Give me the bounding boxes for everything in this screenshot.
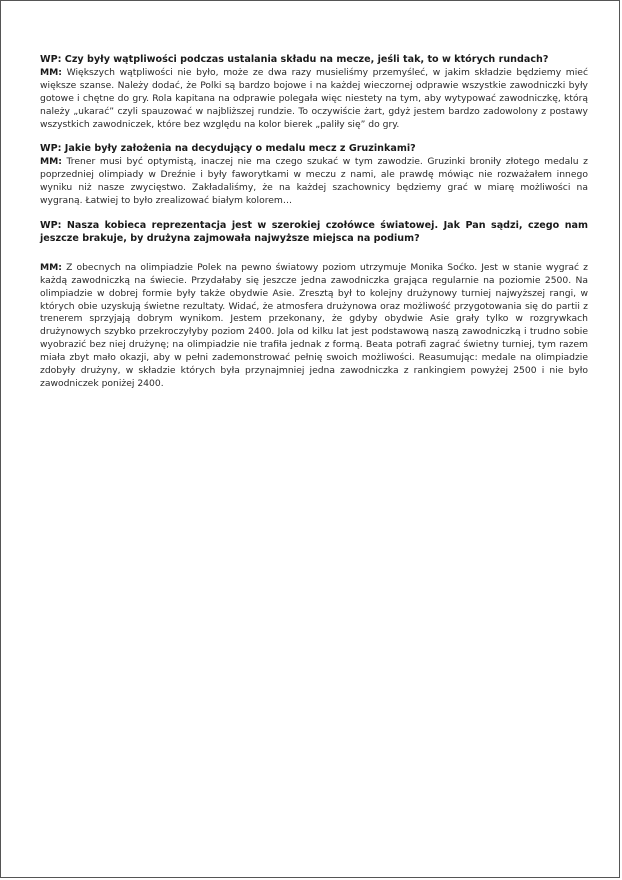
answer-text: Z obecnych na olimpiadzie Polek na pewno światowy poziom utrzymuje Monika Soćko. Jest w stanie wygrać z każdą zawodniczką na świecie. Przydałaby się jeszcze jedna zawodniczka grająca regularnie na poziomie 2500. Na olimpiadzie w dobrej formie były także obydwie Asie. Zresztą był to kolejny drużynowy turniej najwyższej rangi, w których obie uzyskują świetne rezultaty. Widać, że atmosfera drużynowa oraz możliwość przygotowania się do partii z trenerem sprzyjają dobrym wynikom. Jestem przekonany, że gdyby obydwie Asie grały tylko w rozgrywkach drużynowych szybko przekroczyłyby poziom 2400. Jola od kilku lat jest podstawową naszą zawodniczką i trudno sobie wyobrazić bez niej drużynę; na olimpiadzie nie trafiła jednak z formą. Beata potrafi zagrać świetny turniej, tym razem miała zbyt mało okazji, aby w pełni zademonstrować pełnię swoich możliwości. Reasumując: medale na olimpiadzie zdobyły drużyny, w składzie których była przynajmniej jedna zawodniczka z rankingiem powyżej 2500 i nie było zawodniczek poniżej 2400. [40,261,588,389]
answer-text: Większych wątpliwości nie było, może ze dwa razy musieliśmy przemyśleć, w jakim składzie będziemy mieć większe szanse. Należy dodać, że Polki są bardzo bojowe i na każdej wieczornej odprawie wszystkie zawodniczki były gotowe i chętne do gry. Rola kapitana na odprawie polegała więc niestety na tym, aby wytypować zawodniczkę, którą należy „ukarać” czyli spauzować w najbliższej rundzie. To oczywiście żart, gdyż jestem bardzo zadowolony z postawy wszystkich zawodniczek, które bez względu na kolor bierek „paliły się” do gry. [40,66,588,130]
question-3: WP: Nasza kobieca reprezentacja jest w szerokiej czołówce światowej. Jak Pan sądzi, czego nam jeszcze brakuje, by drużyna zajmowała najwyższe miejsca na podium? [40,219,588,244]
interview-text [40,54,588,391]
speaker-label: MM: [40,261,62,273]
answer-2 [40,156,588,208]
paragraph-spacer [40,246,588,262]
speaker-label: MM: [40,156,62,168]
answer-3 [40,262,588,391]
paragraph-spacer [40,131,588,143]
answer-1 [40,67,588,132]
speaker-label: MM: [40,66,62,78]
question-2: WP: Jakie były założenia na decydujący o medalu mecz z Gruzinkami? [40,143,416,155]
answer-text: Trener musi być optymistą, inaczej nie ma czego szukać w tym zawodzie. Gruzinki broniły złotego medalu z poprzedniej olimpiady w Dreźnie i były faworytkami w meczu z nami, ale prawdę mówiąc nie rozważałem innego wyniku niż nasze zwycięstwo. Zakładaliśmy, że na każdej szachownicy będziemy grać w miarę możliwości na wygraną. Łatwiej to było zrealizować białym kolorem… [40,156,588,207]
paragraph-spacer [40,208,588,220]
question-1: WP: Czy były wątpliwości podczas ustalania składu na mecze, jeśli tak, to w których rundach? [40,54,549,65]
